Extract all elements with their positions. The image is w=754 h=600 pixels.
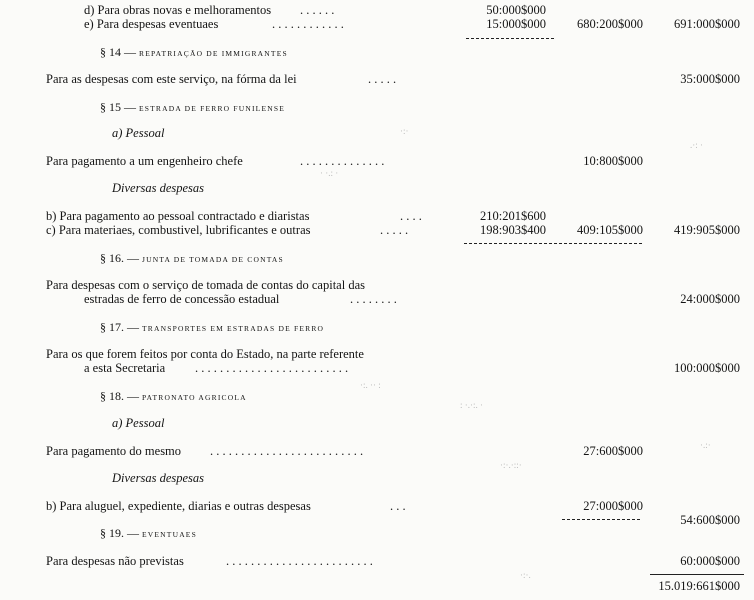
section-heading: [100, 389, 247, 405]
section-number: § 15 —: [100, 100, 136, 114]
subheading: a) Pessoal: [112, 126, 165, 140]
subheading: a) Pessoal: [112, 416, 165, 430]
line-item-label: Para despesas com o serviço de tomada de contas do capital das: [46, 278, 365, 292]
amount-cell: 680:200$000: [577, 17, 643, 31]
section-heading: [100, 100, 285, 116]
dot-leader: . . . . . . . . . . . . . . . . . . . . . . . .: [226, 554, 373, 568]
line-item-label: Para pagamento a um engenheiro chefe: [46, 154, 243, 168]
line-item-label: b) Para pagamento ao pessoal contractado e diaristas: [46, 209, 310, 223]
total-rule: [650, 574, 744, 575]
section-number: § 18. —: [100, 389, 139, 403]
dot-leader: . . . . . . . . . . . . . . . . . . . . . . . . .: [210, 444, 364, 458]
line-item-label: c) Para materiaes, combustivel, lubrificantes e outras: [46, 223, 311, 237]
section-title: REPATRIAÇÃO DE IMMIGRANTES: [139, 49, 288, 58]
section-title: JUNTA DE TOMADA DE CONTAS: [142, 255, 284, 264]
section-number: § 17. —: [100, 320, 139, 334]
amount-cell: 10:800$000: [583, 154, 643, 168]
section-title: PATRONATO AGRICOLA: [142, 393, 247, 402]
amount-cell: 24:000$000: [680, 292, 740, 306]
section-number: § 16. —: [100, 251, 139, 265]
subheading: Diversas despesas: [112, 181, 205, 195]
dot-leader: . . . . . . . . . . . . . .: [300, 154, 385, 168]
line-item-label: d) Para obras novas e melhoramentos: [84, 3, 272, 17]
amount-cell: 27:000$000: [583, 499, 643, 513]
line-item-label-continued: estradas de ferro de concessão estadual: [84, 292, 280, 306]
section-title: EVENTUAES: [142, 530, 197, 539]
amount-cell: 210:201$600: [480, 209, 546, 223]
sum-rule: [466, 38, 554, 39]
line-item-label: Para pagamento do mesmo: [46, 444, 182, 458]
section-heading: [100, 251, 284, 267]
amount-cell: 691:000$000: [674, 17, 740, 31]
dot-leader: . . . . . . . . . . . . . . . . . . . . . . . . .: [195, 361, 349, 375]
scan-speck: ·.:·: [700, 440, 711, 450]
amount-cell: 100:000$000: [674, 361, 740, 375]
scan-speck: : ·.·:. ·: [460, 400, 483, 410]
grand-total: 15.019:661$000: [658, 579, 740, 593]
scan-speck: ·:·.: [520, 570, 531, 580]
amount-cell: 15:000$000: [486, 17, 546, 31]
amount-cell: 198:903$400: [480, 223, 546, 237]
dot-leader: . . . . . .: [300, 3, 335, 17]
scan-speck: ·:·: [400, 126, 409, 136]
sum-rule: [464, 243, 642, 244]
dot-leader: . . .: [390, 499, 406, 513]
line-item-label: Para as despesas com este serviço, na fórma da lei: [46, 72, 297, 86]
amount-cell: 50:000$000: [486, 3, 546, 17]
scan-speck: ·:·.·::·: [500, 460, 522, 470]
amount-cell: 54:600$000: [680, 513, 740, 527]
subheading: Diversas despesas: [112, 471, 205, 485]
scan-speck: ·:. ·· :: [360, 380, 381, 390]
section-number: § 14 —: [100, 45, 136, 59]
dot-leader: . . . . .: [380, 223, 409, 237]
line-item-label-continued: a esta Secretaria: [84, 361, 166, 375]
amount-cell: 60:000$000: [680, 554, 740, 568]
dot-leader: . . . . . . . . . . . .: [272, 17, 344, 31]
section-heading: [100, 320, 324, 336]
line-item-label: e) Para despesas eventuaes: [84, 17, 219, 31]
amount-cell: 35:000$000: [680, 72, 740, 86]
dot-leader: . . . . .: [368, 72, 397, 86]
dot-leader: . . . .: [400, 209, 422, 223]
section-heading: [100, 45, 288, 61]
scan-speck: .·: ·: [690, 140, 703, 150]
section-title: ESTRADA DE FERRO FUNILENSE: [139, 104, 285, 113]
sum-rule: [562, 519, 640, 520]
dot-leader: . . . . . . . .: [350, 292, 397, 306]
line-item-label: Para os que forem feitos por conta do Estado, na parte referente: [46, 347, 364, 361]
amount-cell: 409:105$000: [577, 223, 643, 237]
section-number: § 19. —: [100, 526, 139, 540]
section-title: TRANSPORTES EM ESTRADAS DE FERRO: [142, 324, 325, 333]
amount-cell: 419:905$000: [674, 223, 740, 237]
section-heading: [100, 526, 197, 542]
line-item-label: Para despesas não previstas: [46, 554, 184, 568]
scan-speck: · ·.: ·: [320, 168, 339, 178]
amount-cell: 27:600$000: [583, 444, 643, 458]
line-item-label: b) Para aluguel, expediente, diarias e outras despesas: [46, 499, 311, 513]
